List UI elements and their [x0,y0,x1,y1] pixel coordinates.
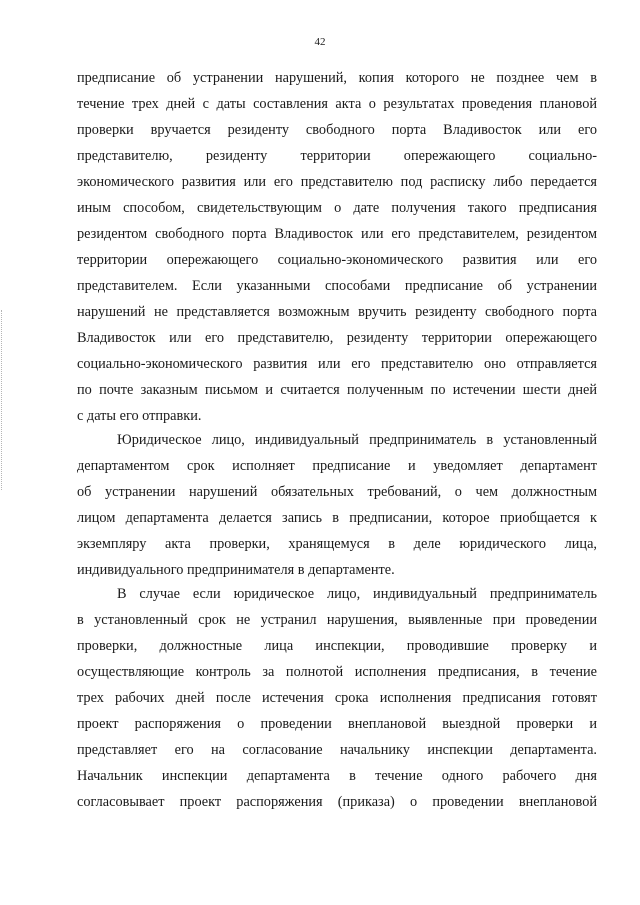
text-line: В случае если юридическое лицо, индивидуальный предприниматель [117,586,597,602]
paragraph-2 [77,427,597,583]
text-line: осуществляющие контроль за полнотой исполнения предписания, в течение [77,664,597,680]
text-line: экономического развития или его представителю под расписку либо передается [77,174,597,190]
margin-mark [1,310,4,490]
text-line: Юридическое лицо, индивидуальный предприниматель в установленный [117,432,597,448]
text-line: иным способом, свидетельствующим о дате получения такого предписания [77,200,597,216]
text-line: экземпляру акта проверки, хранящемуся в деле юридического лица, [77,536,597,552]
text-line: лицом департамента делается запись в предписании, которое приобщается к [77,510,597,526]
text-line: департаментом срок исполняет предписание и уведомляет департамент [77,458,597,474]
text-line: по почте заказным письмом и считается полученным по истечении шести дней [77,382,597,398]
text-line: представляет его на согласование начальнику инспекции департамента. [77,742,597,758]
text-line: течение трех дней с даты составления акта о результатах проведения плановой [77,96,597,112]
text-line: с даты его отправки. [77,408,202,424]
text-line: индивидуального предпринимателя в департаменте. [77,562,395,578]
text-line: трех рабочих дней после истечения срока исполнения предписания готовят [77,690,597,706]
text-line: территории опережающего социально-экономического развития или его [77,252,597,268]
text-line: об устранении нарушений обязательных требований, о чем должностным [77,484,597,500]
text-line: согласовывает проект распоряжения (приказа) о проведении внеплановой [77,794,597,810]
text-line: Владивосток или его представителю, резиденту территории опережающего [77,330,597,346]
paragraph-3 [77,581,597,815]
text-line: нарушений не представляется возможным вручить резиденту свободного порта [77,304,597,320]
text-line: Начальник инспекции департамента в течение одного рабочего дня [77,768,597,784]
paragraph-1 [77,65,597,429]
page-number: 42 [314,36,326,48]
text-line: проверки вручается резиденту свободного порта Владивосток или его [77,122,597,138]
text-line: представителем. Если указанными способами предписание об устранении [77,278,597,294]
text-line: проект распоряжения о проведении внеплановой выездной проверки и [77,716,597,732]
text-line: предписание об устранении нарушений, копия которого не позднее чем в [77,70,597,86]
text-line: проверки, должностные лица инспекции, проводившие проверку и [77,638,597,654]
text-line: в установленный срок не устранил нарушения, выявленные при проведении [77,612,597,628]
text-line: резидентом свободного порта Владивосток или его представителем, резидентом [77,226,597,242]
text-line: представителю, резиденту территории опережающего социально- [77,148,597,164]
text-line: социально-экономического развития или его представителю оно отправляется [77,356,597,372]
